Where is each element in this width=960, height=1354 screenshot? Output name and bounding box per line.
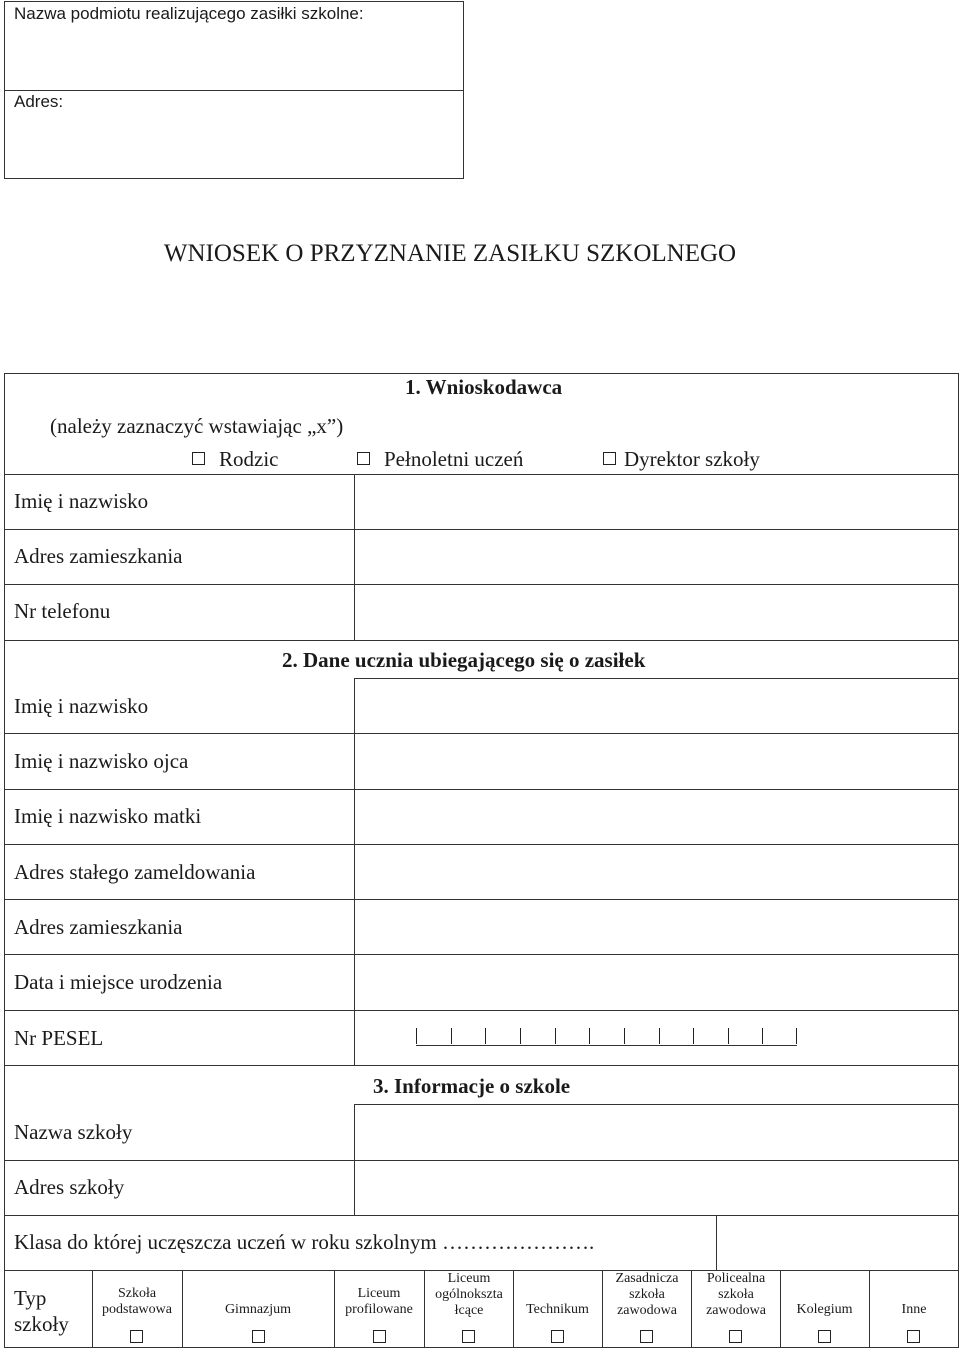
school-type-label-text: Typ szkoły	[14, 1286, 69, 1336]
school-type-gimnazjum-label: Gimnazjum	[224, 1302, 292, 1317]
entity-box-divider	[4, 90, 464, 91]
mother-name-label: Imię i nazwisko matki	[14, 804, 202, 828]
row-line	[354, 1104, 959, 1105]
pesel-divider	[762, 1028, 763, 1044]
applicant-address-label: Adres zamieszkania	[14, 544, 183, 568]
column-separator	[354, 474, 355, 640]
option-label-dyrektor-szkoly: Dyrektor szkoły	[624, 447, 760, 471]
pesel-label: Nr PESEL	[14, 1026, 104, 1050]
row-line	[354, 678, 959, 679]
entity-name-label: Nazwa podmiotu realizującego zasiłki szkolne:	[14, 4, 364, 23]
type-column-separator	[691, 1270, 692, 1348]
option-label-rodzic: Rodzic	[219, 447, 279, 471]
column-separator	[354, 1104, 355, 1215]
row-line	[4, 899, 959, 900]
father-name-field[interactable]	[357, 735, 957, 787]
type-column-separator	[602, 1270, 603, 1348]
type-column-separator	[424, 1270, 425, 1348]
pesel-divider	[485, 1028, 486, 1044]
option-label-pelnoletni-uczen: Pełnoletni uczeń	[384, 447, 524, 471]
school-type-policealna-label: Policealna szkoła zawodowa	[706, 1271, 766, 1318]
section3-heading: 3. Informacje o szkole	[373, 1074, 571, 1098]
residence-address-label: Adres zamieszkania	[14, 915, 183, 939]
section1-instruction: (należy zaznaczyć wstawiając „x”)	[50, 414, 344, 438]
school-type-technikum-label: Technikum	[526, 1302, 589, 1317]
row-line	[4, 640, 959, 641]
school-name-field[interactable]	[357, 1106, 957, 1158]
registered-address-field[interactable]	[357, 846, 957, 897]
row-line	[4, 1215, 959, 1216]
school-type-liceum-ogolnoksztalcace-label: Liceum ogólnokszta łcące	[435, 1271, 503, 1318]
section2-heading: 2. Dane ucznia ubiegającego się o zasiłek	[282, 648, 646, 672]
registered-address-label: Adres stałego zameldowania	[14, 860, 256, 884]
school-address-label: Adres szkoły	[14, 1175, 125, 1199]
school-name-label: Nazwa szkoły	[14, 1120, 133, 1144]
class-field[interactable]	[719, 1217, 957, 1268]
birth-date-place-field[interactable]	[357, 956, 957, 1008]
row-line	[4, 1065, 959, 1066]
pesel-divider	[589, 1028, 590, 1044]
school-type-inne-checkbox[interactable]	[907, 1330, 920, 1343]
entity-address-field[interactable]	[6, 116, 462, 176]
entity-address-label: Adres:	[14, 92, 64, 111]
type-column-separator	[780, 1270, 781, 1348]
applicant-name-label: Imię i nazwisko	[14, 489, 149, 513]
pesel-digit-boxes[interactable]	[416, 1028, 797, 1047]
row-line	[4, 789, 959, 790]
school-type-label	[14, 1285, 84, 1337]
class-label: Klasa do której uczęszcza uczeń w roku szkolnym ………………….	[14, 1230, 595, 1254]
type-column-separator	[513, 1270, 514, 1348]
student-name-label: Imię i nazwisko	[14, 694, 149, 718]
row-line	[4, 733, 959, 734]
pesel-divider	[693, 1028, 694, 1044]
row-line	[4, 1010, 959, 1011]
option-checkbox-dyrektor-szkoly[interactable]	[603, 452, 616, 465]
row-line	[4, 1160, 959, 1161]
school-type-policealna-checkbox[interactable]	[729, 1330, 742, 1343]
row-line	[4, 954, 959, 955]
school-type-liceum-profilowane-checkbox[interactable]	[373, 1330, 386, 1343]
page-title: WNIOSEK O PRZYZNANIE ZASIŁKU SZKOLNEGO	[163, 240, 737, 267]
father-name-label: Imię i nazwisko ojca	[14, 749, 189, 773]
column-separator	[354, 678, 355, 1065]
school-type-liceum-ogolnoksztalcace-checkbox[interactable]	[462, 1330, 475, 1343]
pesel-divider	[659, 1028, 660, 1044]
row-line	[4, 844, 959, 845]
row-line	[4, 474, 959, 475]
school-address-field[interactable]	[357, 1162, 957, 1213]
type-column-separator	[869, 1270, 870, 1348]
pesel-divider	[416, 1028, 417, 1044]
row-line	[4, 529, 959, 530]
entity-name-field[interactable]	[6, 28, 462, 88]
student-name-field[interactable]	[357, 680, 957, 731]
pesel-divider	[555, 1028, 556, 1044]
pesel-divider	[520, 1028, 521, 1044]
school-type-zasadnicza-checkbox[interactable]	[640, 1330, 653, 1343]
residence-address-field[interactable]	[357, 901, 957, 952]
section1-heading: 1. Wnioskodawca	[405, 375, 563, 399]
school-type-kolegium-checkbox[interactable]	[818, 1330, 831, 1343]
applicant-phone-field[interactable]	[357, 586, 957, 638]
school-type-gimnazjum-checkbox[interactable]	[252, 1330, 265, 1343]
pesel-baseline	[416, 1045, 797, 1046]
option-checkbox-pelnoletni-uczen[interactable]	[357, 452, 370, 465]
school-type-inne-label: Inne	[901, 1302, 927, 1317]
column-separator	[716, 1215, 717, 1270]
school-type-technikum-checkbox[interactable]	[551, 1330, 564, 1343]
row-line	[4, 584, 959, 585]
mother-name-field[interactable]	[357, 791, 957, 842]
applicant-phone-label: Nr telefonu	[14, 599, 111, 623]
pesel-divider	[624, 1028, 625, 1044]
school-type-kolegium-label: Kolegium	[796, 1302, 853, 1317]
option-checkbox-rodzic[interactable]	[192, 452, 205, 465]
applicant-address-field[interactable]	[357, 531, 957, 582]
type-column-separator	[182, 1270, 183, 1348]
school-type-szkola-podstawowa-checkbox[interactable]	[130, 1330, 143, 1343]
type-column-separator	[334, 1270, 335, 1348]
applicant-name-field[interactable]	[357, 476, 957, 527]
type-column-separator	[92, 1270, 93, 1348]
pesel-divider	[451, 1028, 452, 1044]
pesel-divider	[728, 1028, 729, 1044]
birth-date-place-label: Data i miejsce urodzenia	[14, 970, 223, 994]
school-type-zasadnicza-label: Zasadnicza szkoła zawodowa	[615, 1271, 679, 1318]
school-type-liceum-profilowane-label: Liceum profilowane	[345, 1286, 413, 1317]
pesel-divider	[796, 1028, 797, 1044]
school-type-szkola-podstawowa-label: Szkoła podstawowa	[102, 1286, 172, 1317]
